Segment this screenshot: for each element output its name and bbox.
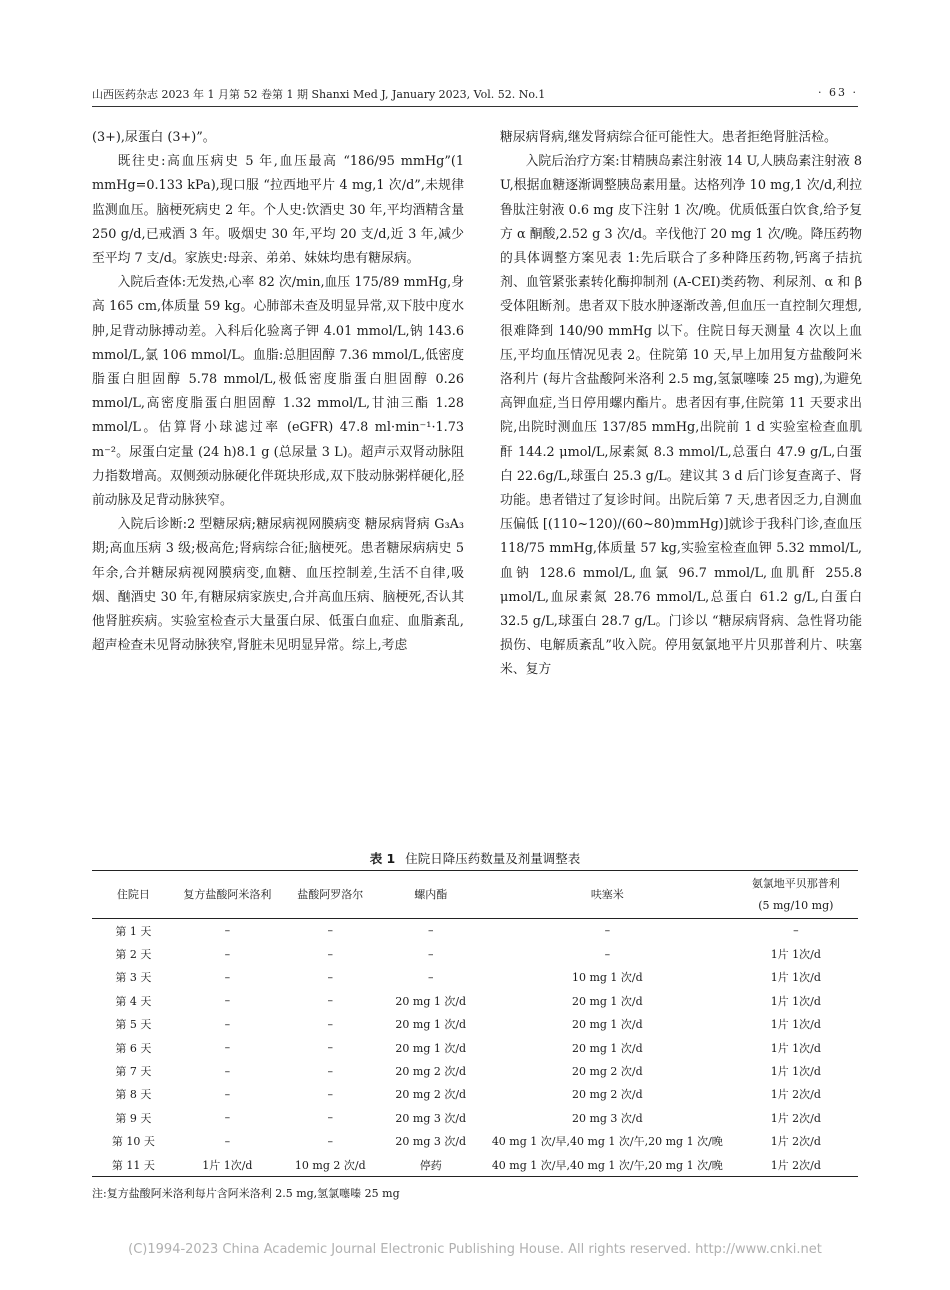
header-arotinolol: 盐酸阿罗洛尔 (297, 887, 364, 901)
table-row (92, 1013, 858, 1036)
copyright-footer: (C)1994-2023 China Academic Journal Electronic Publishing House. All rights reserved. http://www.cnki.net (128, 1242, 822, 1257)
table-row (92, 1153, 858, 1177)
cell-arotinolol: – (327, 947, 334, 961)
cell-spironolactone: 20 mg 2 次/d (395, 1065, 467, 1079)
cell-amiloride: – (224, 1134, 231, 1148)
cell-day: 第 6 天 (115, 1041, 152, 1055)
cell-furosemide: 40 mg 1 次/早,40 mg 1 次/午,20 mg 1 次/晚 (491, 1158, 723, 1172)
cell-arotinolol: – (327, 1087, 334, 1101)
cell-arotinolol: – (327, 994, 334, 1008)
cell-day: 第 3 天 (115, 971, 152, 985)
header-amlodipine-name: 氨氯地平贝那普利 (751, 876, 840, 890)
cell-amlodipine: 1片 2次/d (770, 1158, 821, 1172)
table-note: 注:复方盐酸阿米洛利每片含阿米洛利 2.5 mg,氢氯噻嗪 25 mg (92, 1187, 400, 1200)
header-rule (92, 106, 858, 107)
cell-spironolactone: 20 mg 1 次/d (395, 994, 467, 1008)
paragraph: 糖尿病肾病,继发肾病综合征可能性大。患者拒绝肾脏活检。 (500, 130, 837, 145)
cell-amiloride: – (224, 947, 231, 961)
paragraph: 入院后治疗方案:甘精胰岛素注射液 14 U,人胰岛素注射液 8 U,根据血糖逐渐调整胰岛素用量。达格列净 10 mg,1 次/d,利拉鲁肽注射液 0.6 mg 皮下注射 1 次/晚。优质低蛋白饮食,给予复方 α 酮酸,2.52 g 3 次/d。辛伐他汀 20 mg 1 次/晚。降压药物的具体调整方案见表 1:先后联合了多种降压药物,钙离子拮抗剂、血管紧张素转化酶抑制剂 (A-CEI)类药物、利尿剂、α 和 β 受体阻断剂。患者双下肢水肿逐渐改善,但血压一直控制欠理想,很难降到 140/90 mmHg 以下。住院日每天测量 4 次以上血压,平均血压情况见表 2。住院第 10 天,早上加用复方盐酸阿米洛利片 (每片含盐酸阿米洛利 2.5 mg,氢氯噻嗪 25 mg),为避免高钾血症,当日停用螺内酯片。患者因有事,住院第 11 天要求出院,出院时测血压 137/85 mmHg,出院前 1 d 实验室检查血肌酐 144.2 μmol/L,尿素氮 8.3 mmol/L,总蛋白 47.9 g/L,白蛋白 22.6g/L,球蛋白 25.3 g/L。建议其 3 d 后门诊复查离子、肾功能。患者错过了复诊时间。出院后第 7 天,患者因乏力,自测血压偏低 [(110~120)/(60~80)mmHg)]就诊于我科门诊,查血压 118/75 mmHg,体质量 57 kg,实验室检查血钾 5.32 mmol/L,血钠 128.6 mmol/L,血氯 96.7 mmol/L,血肌酐 255.8 μmol/L,血尿素氮 28.76 mmol/L,总蛋白 61.2 g/L,白蛋白 32.5 g/L,球蛋白 28.7 g/L。门诊以 “糖尿病肾病、急性肾功能损伤、电解质紊乱”收入院。停用氨氯地平片贝那普利片、呋塞米、复方 (500, 154, 862, 678)
table-row (92, 966, 858, 989)
table-row (92, 1059, 858, 1082)
cell-furosemide: 10 mg 1 次/d (571, 971, 643, 985)
cell-amlodipine: 1片 2次/d (770, 1111, 821, 1125)
table-body (92, 919, 858, 1177)
cell-day: 第 5 天 (115, 1018, 152, 1032)
cell-day: 第 8 天 (115, 1088, 152, 1102)
cell-arotinolol: – (327, 970, 334, 984)
cell-arotinolol: 10 mg 2 次/d (294, 1158, 366, 1172)
table-row (92, 1106, 858, 1129)
table-row (92, 1130, 858, 1153)
cell-spironolactone: 20 mg 3 次/d (395, 1135, 467, 1149)
cell-arotinolol: – (327, 924, 334, 938)
cell-spironolactone: 20 mg 3 次/d (395, 1111, 467, 1125)
cell-furosemide: 20 mg 1 次/d (571, 1018, 643, 1032)
cell-amiloride: – (224, 1017, 231, 1031)
cell-amiloride: 1片 1次/d (202, 1158, 253, 1172)
table-row (92, 1036, 858, 1059)
page-number: · 63 · (818, 86, 858, 99)
left-column (92, 126, 464, 658)
cell-amiloride: – (224, 994, 231, 1008)
cell-furosemide: – (604, 947, 611, 961)
cell-amlodipine: 1片 1次/d (770, 994, 821, 1008)
cell-amiloride: – (224, 970, 231, 984)
table-row (92, 919, 858, 943)
cell-spironolactone: 20 mg 2 次/d (395, 1088, 467, 1102)
cell-amiloride: – (224, 1041, 231, 1055)
cell-amlodipine: 1片 1次/d (770, 1041, 821, 1055)
cell-amlodipine: – (793, 924, 799, 938)
cell-arotinolol: – (327, 1064, 334, 1078)
cell-amiloride: – (224, 1111, 231, 1125)
cell-furosemide: – (604, 924, 611, 938)
cell-arotinolol: – (327, 1134, 334, 1148)
cell-furosemide: 20 mg 2 次/d (571, 1088, 643, 1102)
cell-day: 第 9 天 (115, 1111, 152, 1125)
cell-furosemide: 20 mg 2 次/d (571, 1065, 643, 1079)
header-amlodipine-dose: (5 mg/10 mg) (758, 898, 834, 912)
header-furosemide: 呋塞米 (590, 887, 624, 901)
cell-amlodipine: 1片 2次/d (770, 1135, 821, 1149)
cell-arotinolol: – (327, 1041, 334, 1055)
cell-amiloride: – (224, 1064, 231, 1078)
header-amlodipine (734, 871, 858, 919)
medication-table (92, 870, 858, 1177)
cell-amiloride: – (224, 924, 231, 938)
cell-amlodipine: 1片 2次/d (770, 1088, 821, 1102)
table-row (92, 942, 858, 965)
paragraph: 入院后查体:无发热,心率 82 次/min,血压 175/89 mmHg,身高 165 cm,体质量 59 kg。心肺部未查及明显异常,双下肢中度水肿,足背动脉搏动差。入科后化验离子钾 4.01 mmol/L,钠 143.6 mmol/L,氯 106 mmol/L。血脂:总胆固醇 7.36 mmol/L,低密度脂蛋白胆固醇 5.78 mmol/L,极低密度脂蛋白胆固醇 0.26 mmol/L,高密度脂蛋白胆固醇 1.32 mmol/L,甘油三酯 1.28 mmol/L。估算肾小球滤过率 (eGFR) 47.8 ml·min⁻¹·1.73 m⁻²。尿蛋白定量 (24 h)8.1 g (总尿量 3 L)。超声示双肾动脉阻力指数增高。双侧颈动脉硬化伴斑块形成,双下肢动脉粥样硬化,胫前动脉及足背动脉狭窄。 (92, 275, 464, 509)
cell-spironolactone: – (428, 924, 434, 938)
table-label: 表 1 (369, 851, 396, 866)
cell-amlodipine: 1片 1次/d (770, 1018, 821, 1032)
cell-day: 第 4 天 (115, 994, 152, 1008)
table-row (92, 989, 858, 1012)
cell-furosemide: 20 mg 1 次/d (571, 994, 643, 1008)
cell-spironolactone: 20 mg 1 次/d (395, 1041, 467, 1055)
header-spironolactone: 螺内酯 (414, 887, 448, 901)
header-amiloride: 复方盐酸阿米洛利 (183, 887, 272, 901)
cell-amlodipine: 1片 1次/d (770, 1065, 821, 1079)
table-title: 住院日降压药数量及剂量调整表 (405, 851, 581, 866)
paragraph: 入院后诊断:2 型糖尿病;糖尿病视网膜病变 糖尿病肾病 G₃A₃ 期;高血压病 3 级;极高危;肾病综合征;脑梗死。患者糖尿病病史 5 年余,合并糖尿病视网膜病变,血糖、血压控制差,生活不自律,吸烟、酗酒史 30 年,有糖尿病家族史,合并高血压病、脑梗死,否认其他肾脏疾病。实验室检查示大量蛋白尿、低蛋白血症、血脂紊乱,超声检查未见肾动脉狭窄,肾脏未见明显异常。综上,考虑 (92, 517, 464, 654)
cell-spironolactone: – (428, 947, 434, 961)
cell-day: 第 7 天 (115, 1065, 152, 1079)
cell-furosemide: 20 mg 1 次/d (571, 1041, 643, 1055)
cell-amlodipine: 1片 1次/d (770, 948, 821, 962)
paragraph: (3+),尿蛋白 (3+)”。 (92, 130, 216, 145)
paragraph: 既往史:高血压病史 5 年,血压最高 “186/95 mmHg”(1 mmHg=0.133 kPa),现口服 “拉西地平片 4 mg,1 次/d”,未规律监测血压。脑梗死病史 2 年。个人史:饮酒史 30 年,平均酒精含量 250 g/d,已戒酒 3 年。吸烟史 30 年,平均 20 支/d,近 3 年,减少至平均 7 支/d。家族史:母亲、弟弟、妹妹均患有糖尿病。 (92, 154, 464, 267)
right-column (500, 126, 862, 683)
cell-spironolactone: 20 mg 1 次/d (395, 1018, 467, 1032)
cell-amiloride: – (224, 1087, 231, 1101)
table-row (92, 1083, 858, 1106)
cell-day: 第 11 天 (111, 1158, 155, 1172)
cell-furosemide: 40 mg 1 次/早,40 mg 1 次/午,20 mg 1 次/晚 (491, 1135, 723, 1149)
cell-day: 第 1 天 (115, 924, 152, 938)
header-day: 住院日 (116, 887, 150, 901)
table-caption (92, 849, 858, 867)
cell-furosemide: 20 mg 3 次/d (571, 1111, 643, 1125)
cell-arotinolol: – (327, 1111, 334, 1125)
table-header-row (92, 871, 858, 919)
cell-day: 第 10 天 (111, 1135, 155, 1149)
cell-spironolactone: – (428, 970, 434, 984)
cell-amlodipine: 1片 1次/d (770, 971, 821, 985)
cell-arotinolol: – (327, 1017, 334, 1031)
journal-citation: 山西医药杂志 2023 年 1 月第 52 卷第 1 期 Shanxi Med J, January 2023, Vol. 52. No.1 (92, 88, 546, 101)
cell-spironolactone: 停药 (419, 1158, 442, 1172)
cell-day: 第 2 天 (115, 948, 152, 962)
